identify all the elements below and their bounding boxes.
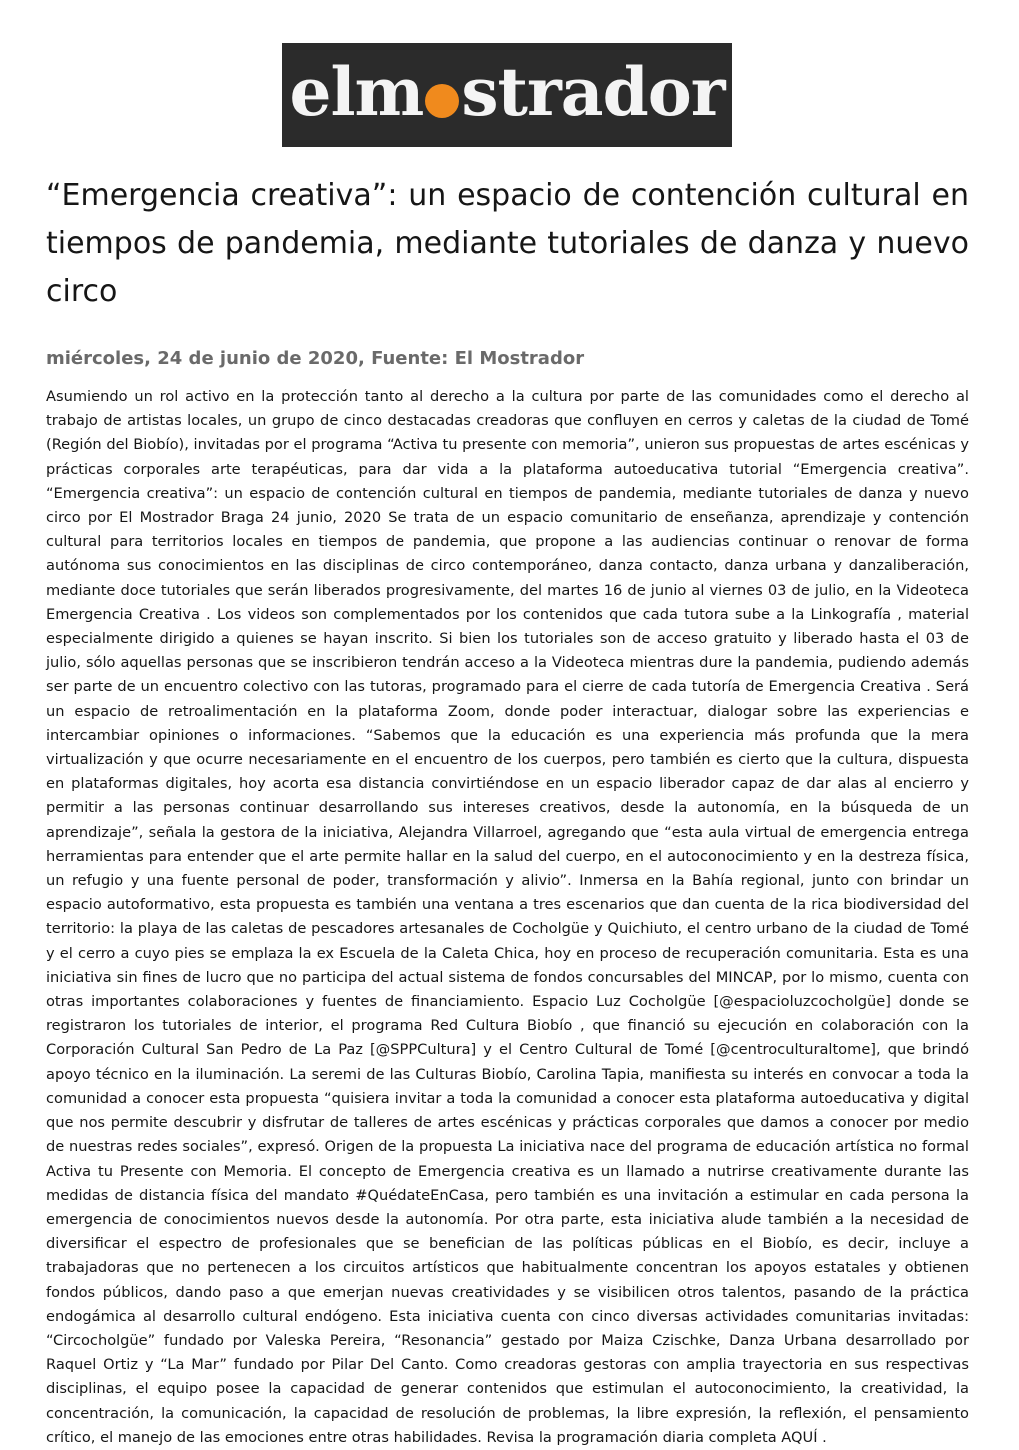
article-dateline: miércoles, 24 de junio de 2020, Fuente: El Mostrador — [46, 348, 585, 369]
masthead-logo — [282, 43, 732, 147]
logo-wordmark — [289, 53, 725, 131]
logo-text-end: strador — [461, 53, 725, 131]
logo-dot-icon — [425, 84, 459, 118]
article-title: “Emergencia creativa”: un espacio de contención cultural en tiempos de pandemia, mediante tutoriales de danza y nuevo circo — [46, 178, 969, 309]
logo-text-start: elm — [289, 53, 424, 131]
article-body: Asumiendo un rol activo en la protección tanto al derecho a la cultura por parte de las comunidades como el derecho al trabajo de artistas locales, un grupo de cinco destacadas creadoras que confluyen en cerros y caletas de la ciudad de Tomé (Región del Biobío), invitadas por el programa “Activa tu presente con memoria”, unieron sus propuestas de artes escénicas y prácticas corporales arte terapéuticas, para dar vida a la plataforma autoeducativa tutorial “Emergencia creativa”. “Emergencia creativa”: un espacio de contención cultural en tiempos de pandemia, mediante tutoriales de danza y nuevo circo por El Mostrador Braga 24 junio, 2020 Se trata de un espacio comunitario de enseñanza, aprendizaje y contención cultural para territorios locales en tiempos de pandemia, que propone a las audiencias continuar o renovar de forma autónoma sus conocimientos en las disciplinas de circo contemporáneo, danza contacto, danza urbana y danzaliberación, mediante doce tutoriales que serán liberados progresivamente, del martes 16 de junio al viernes 03 de julio, en la Videoteca Emergencia Creativa . Los videos son complementados por los contenidos que cada tutora sube a la Linkografía , material especialmente dirigido a quienes se hayan inscrito. Si bien los tutoriales son de acceso gratuito y liberado hasta el 03 de julio, sólo aquellas personas que se inscribieron tendrán acceso a la Videoteca mientras dure la pandemia, pudiendo además ser parte de un encuentro colectivo con las tutoras, programado para el cierre de cada tutoría de Emergencia Creativa . Será un espacio de retroalimentación en la plataforma Zoom, donde poder interactuar, dialogar sobre las experiencias e intercambiar opiniones o informaciones. “Sabemos que la educación es una experiencia más profunda que la mera virtualización y que ocurre necesariamente en el encuentro de los cuerpos, pero también es cierto que la cultura, dispuesta en plataformas digitales, hoy acorta esa distancia convirtiéndose en un espacio liberador capaz de dar alas al encierro y permitir a las personas continuar desarrollando sus intereses creativos, desde la autonomía, en la búsqueda de un aprendizaje”, señala la gestora de la iniciativa, Alejandra Villarroel, agregando que “esta aula virtual de emergencia entrega herramientas para entender que el arte permite hallar en la salud del cuerpo, en el autoconocimiento y en la destreza física, un refugio y una fuente personal de poder, transformación y alivio”. Inmersa en la Bahía regional, junto con brindar un espacio autoformativo, esta propuesta es también una ventana a tres escenarios que dan cuenta de la rica biodiversidad del territorio: la playa de las caletas de pescadores artesanales de Cocholgüe y Quichiuto, el centro urbano de la ciudad de Tomé y el cerro a cuyo pies se emplaza la ex Escuela de la Caleta Chica, hoy en proceso de recuperación comunitaria. Esta es una iniciativa sin fines de lucro que no participa del actual sistema de fondos concursables del MINCAP, por lo mismo, cuenta con otras importantes colaboraciones y fuentes de financiamiento. Espacio Luz Cocholgüe [@espacioluzcocholgüe] donde se registraron los tutoriales de interior, el programa Red Cultura Biobío , que financió su ejecución en colaboración con la Corporación Cultural San Pedro de La Paz [@SPPCultura] y el Centro Cultural de Tomé [@centroculturaltome], que brindó apoyo técnico en la iluminación. La seremi de las Culturas Biobío, Carolina Tapia, manifiesta su interés en convocar a toda la comunidad a conocer esta propuesta “quisiera invitar a toda la comunidad a conocer esta plataforma autoeducativa y digital que nos permite descubrir y disfrutar de talleres de artes escénicas y prácticas corporales que damos a conocer por medio de nuestras redes sociales”, expresó. Origen de la propuesta La iniciativa nace del programa de educación artística no formal Activa tu Presente con Memoria. El concepto de Emergencia creativa es un llamado a nutrirse creativamente durante las medidas de distancia física del mandato #QuédateEnCasa, pero también es una invitación a estimular en cada persona la emergencia de conocimientos nuevos desde la autonomía. Por otra parte, esta iniciativa alude también a la necesidad de diversificar el espectro de profesionales que se benefician de las políticas públicas en el Biobío, es decir, incluye a trabajadoras que no pertenecen a los circuitos artísticos que habitualmente concentran los apoyos estatales y obtienen fondos públicos, dando paso a que emerjan nuevas creatividades y se visibilicen otros talentos, pasando de la práctica endogámica al desarrollo cultural endógeno. Esta iniciativa cuenta con cinco diversas actividades comunitarias invitadas: “Circocholgüe” fundado por Valeska Pereira, “Resonancia” gestado por Maiza Czischke, Danza Urbana desarrollado por Raquel Ortiz y “La Mar” fundado por Pilar Del Canto. Como creadoras gestoras con amplia trayectoria en sus respectivas disciplinas, el equipo posee la capacidad de generar contenidos que estimulan el autoconocimiento, la creatividad, la concentración, la comunicación, la capacidad de resolución de problemas, la libre expresión, la reflexión, el pensamiento crítico, el manejo de las emociones entre otras habilidades. Revisa la programación diaria completa AQUÍ . — [46, 388, 969, 1446]
